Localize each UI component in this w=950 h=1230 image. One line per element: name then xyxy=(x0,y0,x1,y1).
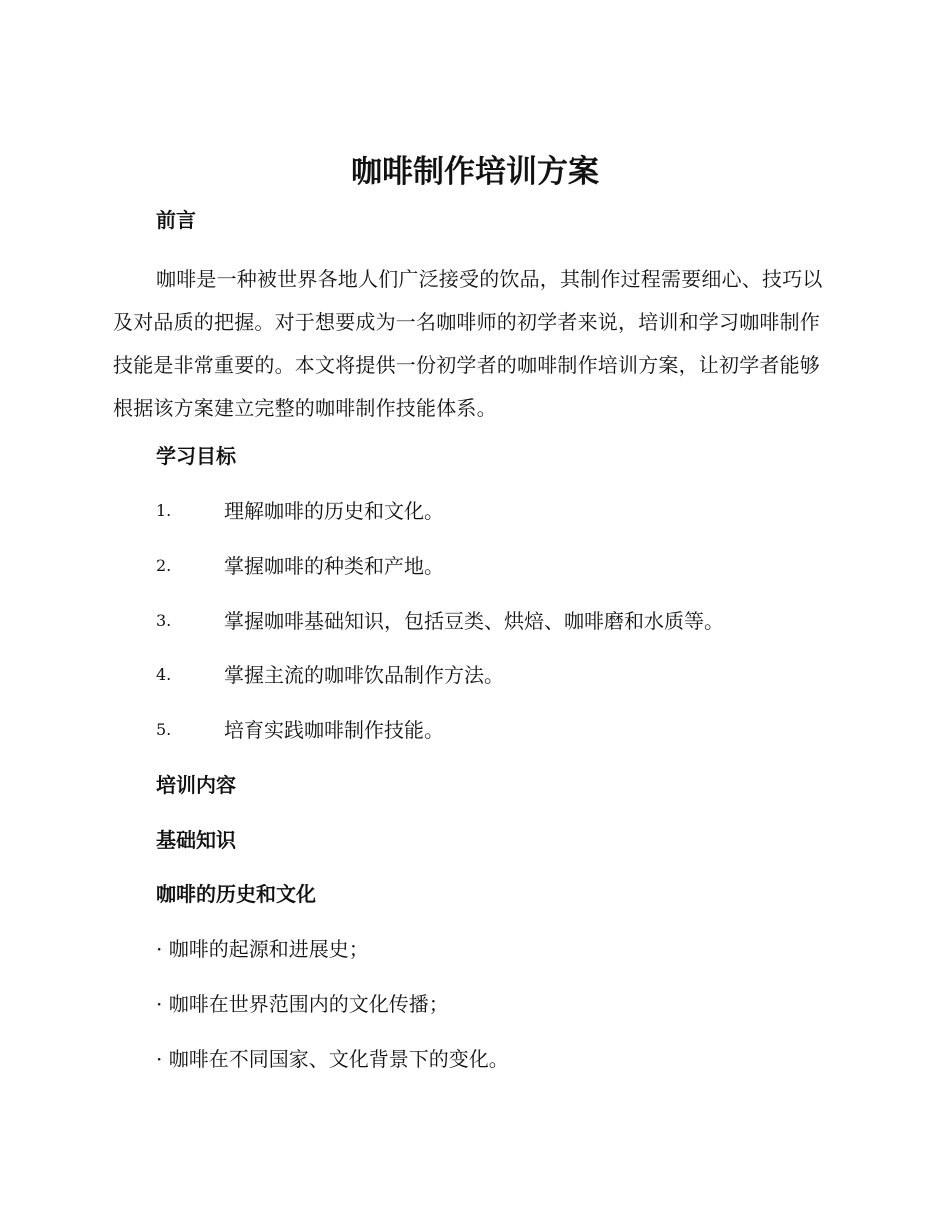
list-number: 1. xyxy=(156,501,172,520)
preface-paragraph: 咖啡是一种被世界各地人们广泛接受的饮品，其制作过程需要细心、技巧以及对品质的把握。对于想要成为一名咖啡师的初学者来说，培训和学习咖啡制作技能是非常重要的。本文将提供一份初学者的咖啡制作培训方案，让初学者能够根据该方案建立完整的咖啡制作技能体系。 xyxy=(113,267,823,420)
bullet-item: · 咖啡的起源和进展史； xyxy=(156,937,369,961)
preface-heading: 前言 xyxy=(156,208,196,232)
document-title: 咖啡制作培训方案 xyxy=(351,154,599,190)
list-number: 2. xyxy=(156,556,172,575)
bullet-item: · 咖啡在不同国家、文化背景下的变化。 xyxy=(156,1047,509,1071)
history-culture-heading: 咖啡的历史和文化 xyxy=(156,882,316,906)
list-text: 掌握主流的咖啡饮品制作方法。 xyxy=(224,663,504,687)
list-number: 3. xyxy=(156,611,172,630)
list-number: 5. xyxy=(156,720,172,739)
bullet-item: · 咖啡在世界范围内的文化传播； xyxy=(156,992,449,1016)
list-text: 掌握咖啡基础知识，包括豆类、烘焙、咖啡磨和水质等。 xyxy=(224,609,724,633)
list-number: 4. xyxy=(156,665,172,684)
list-text: 理解咖啡的历史和文化。 xyxy=(224,499,444,523)
basics-subheading: 基础知识 xyxy=(156,828,236,852)
goals-heading: 学习目标 xyxy=(156,444,236,468)
content-heading: 培训内容 xyxy=(156,773,236,797)
list-text: 培育实践咖啡制作技能。 xyxy=(224,718,444,742)
list-text: 掌握咖啡的种类和产地。 xyxy=(224,554,444,578)
